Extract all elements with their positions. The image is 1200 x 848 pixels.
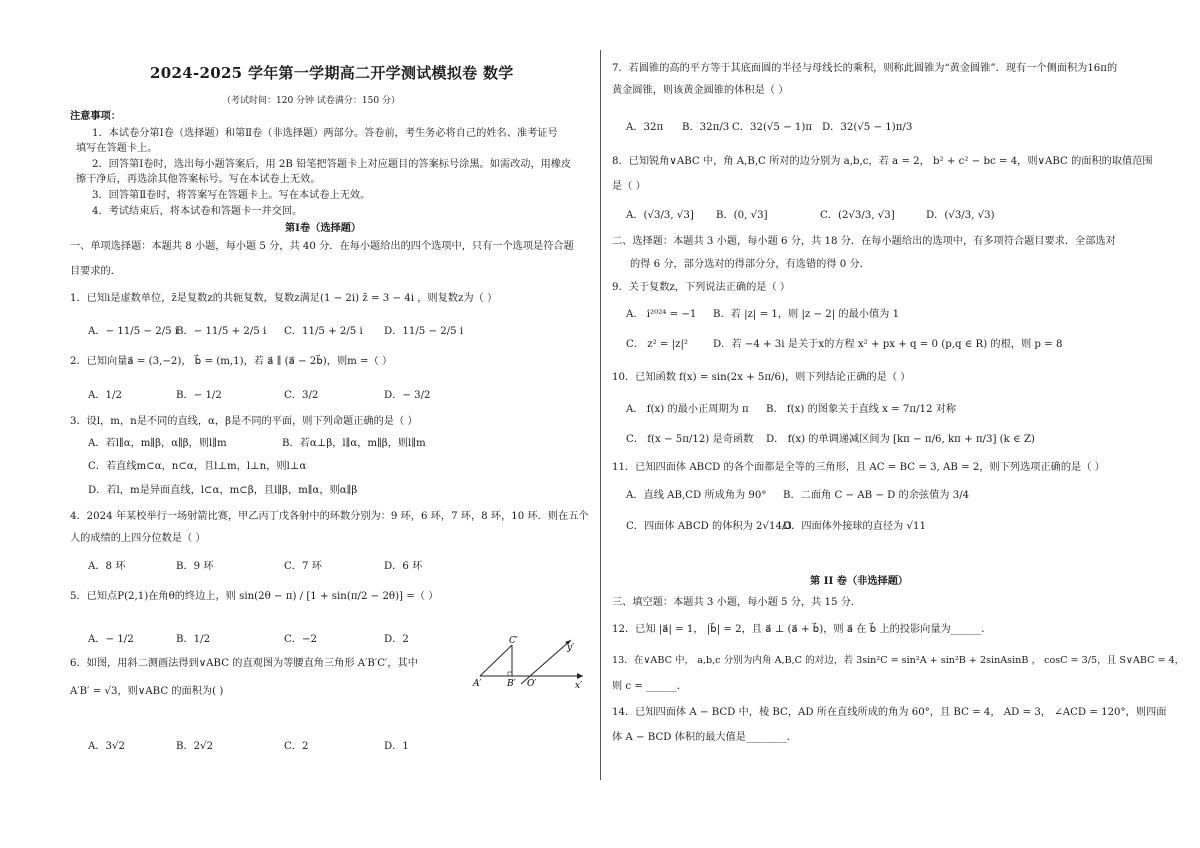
notice-item: 填写在答题卡上。 xyxy=(76,143,158,154)
question-7-stem: 黄金圆锥，则该黄金圆锥的体积是（ ） xyxy=(612,85,789,96)
oblique-projection-figure xyxy=(465,632,595,694)
q10-option-c: C． f(x − 5π/12) 是奇函数 xyxy=(626,434,754,445)
question-4-stem: 人的成绩的上四分位数是（ ） xyxy=(70,533,206,544)
q7-option-a: A．32π xyxy=(626,122,664,133)
label-a-prime: A′ xyxy=(473,679,482,689)
section1-text: 一、单项选择题：本题共 8 小题，每小题 5 分，共 40 分．在每小题给出的四个选项中，只有一个选项是符合题 xyxy=(70,241,574,252)
question-13-stem: 则 c = ______． xyxy=(612,681,687,692)
exam-info: （考试时间：120 分钟 试卷满分：150 分） xyxy=(222,96,400,106)
q3-option-b: B．若α⊥β，l∥α，m∥β，则l∥m xyxy=(282,438,426,449)
notice-item: 4．考试结束后，将本试卷和答题卡一并交回。 xyxy=(92,206,303,217)
notice-heading: 注意事项： xyxy=(70,110,121,122)
label-b-prime: B′ xyxy=(507,679,516,689)
question-1-stem: 1．已知i是虚数单位，z̄是复数z的共轭复数，复数z满足(1 − 2i) z̄ = 3 − 4i ，则复数z为（ ） xyxy=(70,293,498,304)
section2-text: 二、选择题：本题共 3 小题，每小题 6 分，共 18 分．在每小题给出的选项中，有多项符合题目要求．全部选对 xyxy=(612,236,1116,247)
question-7-stem: 7．若圆锥的高的平方等于其底面圆的半径与母线长的乘积，则称此圆锥为“黄金圆锥”．现有一个侧面积为16π的 xyxy=(612,63,1118,74)
q7-option-d: D．32(√5 − 1)π/3 xyxy=(822,122,913,133)
q8-option-b: B．(0, √3] xyxy=(716,210,768,221)
q1-option-a: A．− 11/5 − 2/5 i xyxy=(88,326,179,337)
q5-option-b: B．1/2 xyxy=(176,634,211,645)
q10-option-d: D． f(x) 的单调递减区间为 [kπ − π/6, kπ + π/3] (k ∈ Z) xyxy=(766,434,1035,445)
question-2-stem: 2．已知向量a⃗ = (3,−2)， b⃗ = (m,1)，若 a⃗ ∥ (a⃗ − 2b⃗)，则m =（ ） xyxy=(70,356,393,367)
q3-option-a: A．若l∥α，m∥β，α∥β，则l∥m xyxy=(88,438,227,449)
q11-option-b: B．二面角 C − AB − D 的余弦值为 3/4 xyxy=(783,490,970,501)
q9-option-a: A． i²⁰²⁴ = −1 xyxy=(626,309,697,320)
q6-option-c: C．2 xyxy=(284,741,309,752)
part2-heading: 第 II 卷（非选择题） xyxy=(810,575,909,587)
question-13-stem: 13．在∨ABC 中， a,b,c 分别为内角 A,B,C 的对边，若 3sin²C = sin²A + sin²B + 2sinAsinB ， cosC = 3/5，且 S∨ABC = 4， xyxy=(612,655,1185,666)
q10-option-a: A． f(x) 的最小正周期为 π xyxy=(626,404,749,415)
q9-option-c: C． z² = |z|² xyxy=(626,339,689,350)
question-9-stem: 9．关于复数z，下列说法正确的是（ ） xyxy=(612,282,791,293)
label-y-prime: y′ xyxy=(567,643,575,653)
q3-option-d: D．若l，m是异面直线，l⊂α，m⊂β，且l∥β，m∥α，则α∥β xyxy=(88,485,358,496)
q1-option-c: C．11/5 + 2/5 i xyxy=(284,326,363,337)
q4-option-b: B．9 环 xyxy=(176,561,214,572)
q6-option-d: D．1 xyxy=(384,741,409,752)
section3-text: 三、填空题：本题共 3 小题，每小题 5 分，共 15 分． xyxy=(612,597,862,608)
part1-heading: 第Ⅰ卷（选择题） xyxy=(285,222,362,234)
question-11-stem: 11．已知四面体 ABCD 的各个面都是全等的三角形，且 AC = BC = 3, AB = 2，则下列选项正确的是（ ） xyxy=(612,462,1105,473)
q9-option-b: B．若 |z| = 1，则 |z − 2| 的最小值为 1 xyxy=(713,309,900,320)
q8-option-c: C．(2√3/3, √3] xyxy=(820,210,895,221)
section2-text: 的得 6 分，部分选对的得部分分，有选错的得 0 分． xyxy=(630,259,870,270)
section1-text: 目要求的． xyxy=(70,266,121,277)
label-o-prime: O′ xyxy=(527,679,537,689)
q11-option-d: D．四面体外接球的直径为 √11 xyxy=(783,521,926,532)
q2-option-d: D．− 3/2 xyxy=(384,390,431,401)
q4-option-a: A．8 环 xyxy=(88,561,126,572)
q11-option-c: C．四面体 ABCD 的体积为 2√14/3 xyxy=(626,521,792,532)
question-8-stem: 是（ ） xyxy=(612,181,646,192)
question-14-stem: 14．已知四面体 A − BCD 中，棱 BC，AD 所在直线所成的角为 60°，且 BC = 4， AD = 3， ∠ACD = 120°，则四面 xyxy=(612,707,1167,718)
q11-option-a: A．直线 AB,CD 所成角为 90° xyxy=(626,490,767,501)
q5-option-a: A．− 1/2 xyxy=(88,634,134,645)
notice-item: 1．本试卷分第Ⅰ卷（选择题）和第Ⅱ卷（非选择题）两部分。答卷前，考生务必将自己的姓名、准考证号 xyxy=(92,128,558,139)
question-3-stem: 3．设l，m，n是不同的直线，α，β是不同的平面，则下列命题正确的是（ ） xyxy=(70,416,418,427)
q4-option-d: D．6 环 xyxy=(384,561,423,572)
q7-option-c: C．32(√5 − 1)π xyxy=(732,122,813,133)
q5-option-c: C．−2 xyxy=(284,634,317,645)
label-x-prime: x′ xyxy=(575,681,583,691)
q6-option-a: A．3√2 xyxy=(88,741,125,752)
q1-option-b: B．− 11/5 + 2/5 i xyxy=(176,326,267,337)
q8-option-a: A．(√3/3, √3] xyxy=(626,210,694,221)
q3-option-c: C．若直线m⊂α，n⊂α，且l⊥m，l⊥n，则l⊥α xyxy=(88,461,307,472)
q5-option-d: D．2 xyxy=(384,634,409,645)
q7-option-b: B．32π/3 xyxy=(682,122,730,133)
question-12-stem: 12．已知 |a⃗| = 1， |b⃗| = 2，且 a⃗ ⊥ (a⃗ + b⃗)，则 a⃗ 在 b⃗ 上的投影向量为______． xyxy=(612,624,992,635)
label-c-prime: C′ xyxy=(509,636,518,646)
q2-option-b: B．− 1/2 xyxy=(176,390,222,401)
q2-option-a: A．1/2 xyxy=(88,390,122,401)
question-5-stem: 5．已知点P(2,1)在角θ的终边上，则 sin(2θ − π) / [1 + sin(π/2 − 2θ)] =（ ） xyxy=(70,591,439,602)
question-8-stem: 8．已知锐角∨ABC 中，角 A,B,C 所对的边分别为 a,b,c，若 a = 2， b² + c² − bc = 4，则∨ABC 的面积的取值范围 xyxy=(612,156,1153,167)
question-10-stem: 10．已知函数 f(x) = sin(2x + 5π/6)，则下列结论正确的是（ ） xyxy=(612,372,911,383)
q9-option-d: D．若 −4 + 3i 是关于x的方程 x² + px + q = 0 (p,q ∈ R) 的根，则 p = 8 xyxy=(713,339,1063,350)
notice-item: 擦干净后，再选涂其他答案标号。写在本试卷上无效。 xyxy=(76,174,321,185)
column-divider xyxy=(600,50,601,780)
notice-item: 2．回答第Ⅰ卷时，选出每小题答案后，用 2B 铅笔把答题卡上对应题目的答案标号涂黑。如需改动，用橡皮 xyxy=(92,159,572,170)
notice-item: 3．回答第Ⅱ卷时，将答案写在答题卡上。写在本试卷上无效。 xyxy=(92,190,371,201)
question-4-stem: 4．2024 年某校举行一场射箭比赛，甲乙丙丁戊各射中的环数分别为：9 环，6 环，7 环，8 环，10 环．则在五个 xyxy=(70,511,589,522)
q4-option-c: C．7 环 xyxy=(284,561,322,572)
page-title: 2024-2025 学年第一学期高二开学测试模拟卷 数学 xyxy=(150,64,514,82)
q1-option-d: D．11/5 − 2/5 i xyxy=(384,326,464,337)
q6-option-b: B．2√2 xyxy=(176,741,214,752)
q2-option-c: C．3/2 xyxy=(284,390,319,401)
question-14-stem: 体 A − BCD 体积的最大值是________． xyxy=(612,732,797,743)
q10-option-b: B． f(x) 的图象关于直线 x = 7π/12 对称 xyxy=(766,404,957,415)
q8-option-d: D．(√3/3, √3) xyxy=(926,210,995,221)
question-6-stem: A′B′ = √3，则∨ABC 的面积为( ) xyxy=(70,686,224,697)
question-6-stem: 6．如图，用斜二测画法得到∨ABC 的直观图为等腰直角三角形 A′B′C′，其中 xyxy=(70,658,418,669)
